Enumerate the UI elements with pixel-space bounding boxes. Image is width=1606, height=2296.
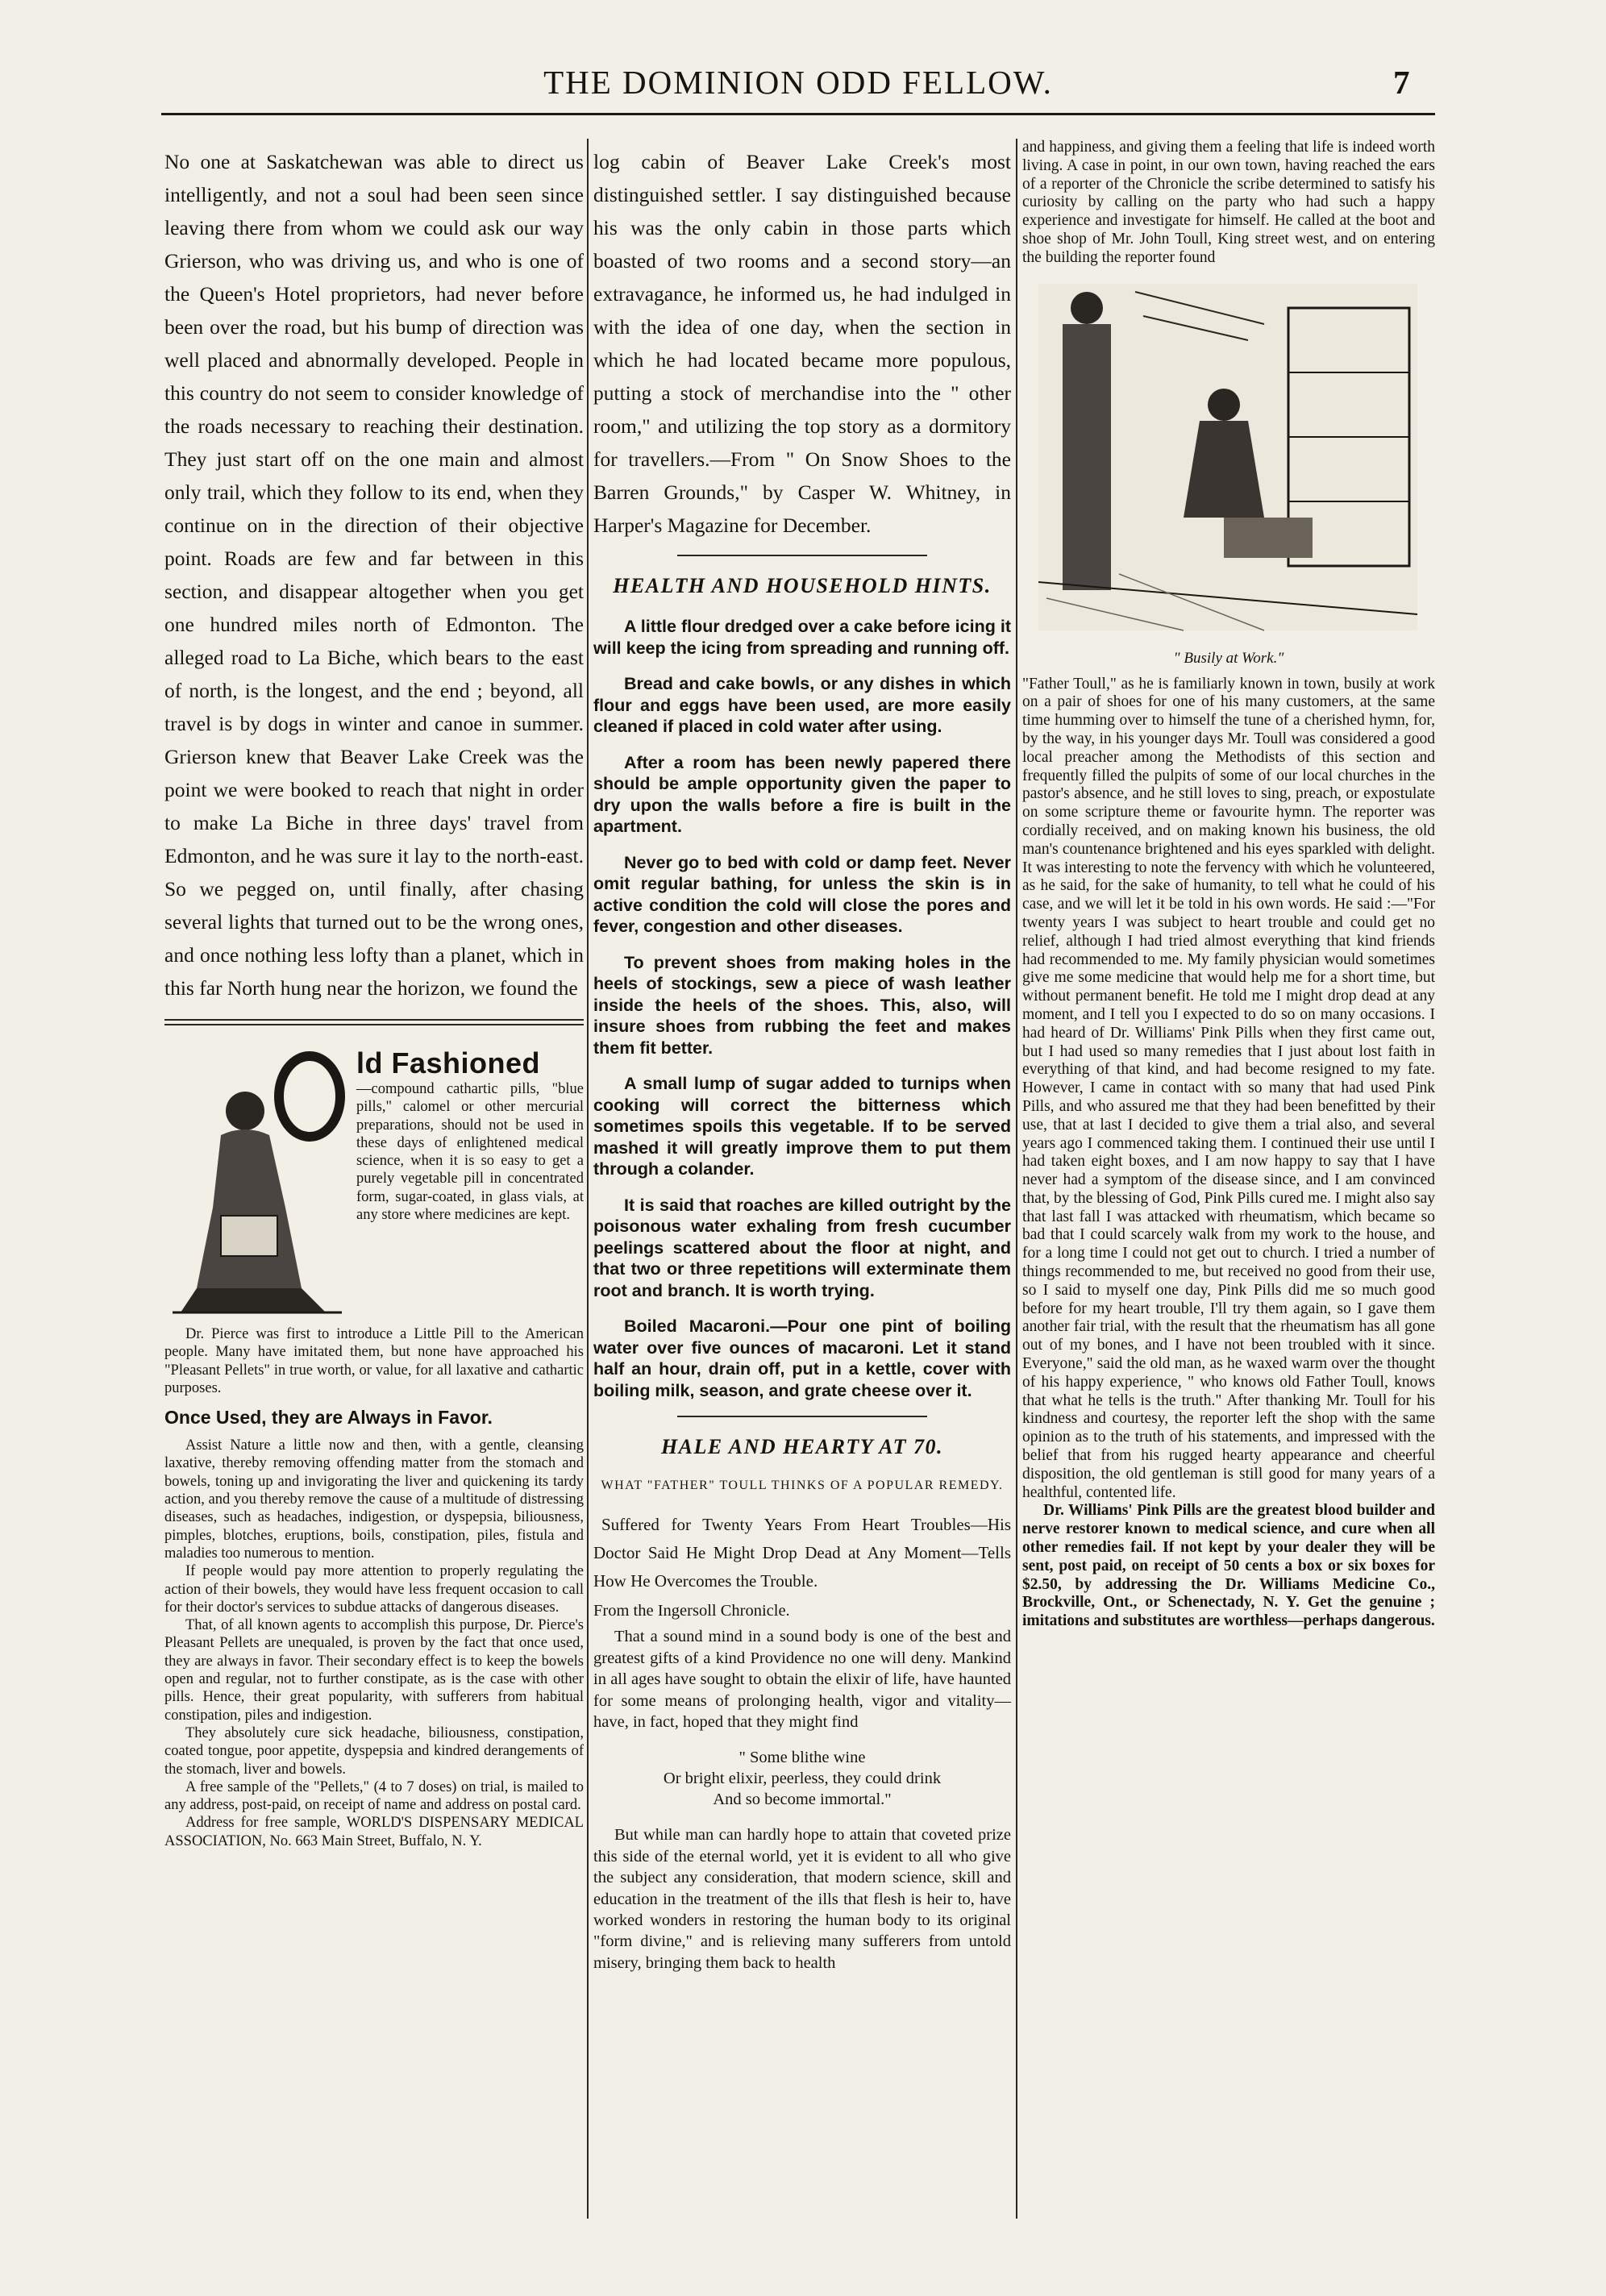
hint-item: A small lump of sugar added to turnips when cooking will correct the bitterness which sometimes spoils this vegetable. If to be served mashed it will greatly improve them to put them through a colander. (593, 1074, 1011, 1179)
household-hints-heading: HEALTH AND HOUSEHOLD HINTS. (613, 574, 992, 597)
ad-address: Address for free sample, WORLD'S DISPENSARY MEDICAL ASSOCIATION, No. 663 Main Street, Buffalo, N. Y. (164, 1815, 584, 1849)
ad-border (164, 1019, 584, 1025)
header-rule (161, 113, 1435, 115)
ad-paragraph: If people would pay more attention to properly regulating the action of their bowels, they would have less frequent occasion to call for their doctor's services to subdue attacks of dangerous diseases. (164, 1563, 584, 1616)
shoemaker-at-work-in-shop-icon (1022, 276, 1435, 647)
column-two (593, 145, 1011, 1974)
travel-story-start: No one at Saskatchewan was able to direct us intelligently, and not a soul had been seen since leaving there from whom we could ask our way Grierson, who was driving us, and who is one of the Queen's Hotel proprietors, had never before been over the road, but his bump of direction was well placed and abnormally developed. People in this country do not seem to consider knowledge of the roads necessary to reaching their destination. They just start off on the one main and almost only trail, which they follow to its end, when they continue on in the direction of their objective point. Roads are few and far between in this section, and disappear altogether when you get one hundred miles north of Edmonton. The alleged road to La Biche, which bears to the east of north, is the longest, and the end ; beyond, all travel is by dogs in winter and canoe in summer. Grierson knew that Beaver Lake Creek was the point we were booked to reach that night in order to make La Biche in three days' travel from Edmonton, and he was sure it lay to the north-east. So we pegged on, until finally, after chasing several lights that turned out to be the wrong ones, and once nothing less lofty than a planet, which in this far North hung near the horizon, we found the (164, 150, 584, 1000)
seated-woman-in-large-letter-O-icon (164, 1046, 350, 1321)
column-three (1022, 139, 1435, 1631)
article-paragraph: But while man can hardly hope to attain that coveted prize this side of the eternal world, yet it is evident to all who give the subject any consideration, that modern science, skill and education in the treatment of the ills that flesh is heir to, have worked wonders in restoring the human body to its original "form divine," and is relieving many sufferers from untold misery, bringing them back to health (593, 1826, 1011, 1972)
ad-title: ld Fashioned (356, 1046, 541, 1079)
ad-paragraph: That, of all known agents to accomplish this purpose, Dr. Pierce's Pleasant Pellets are unequaled, is proven by the fact that once used, they are always in favor. Their secondary effect is to keep the bowels open and regular, not to further constipate, as is the case with other pills. Hence, their great popularity, with sufferers from habitual constipation, piles and indigestion. (164, 1617, 584, 1724)
article-paragraph: That a sound mind in a sound body is one of the best and greatest gifts of a kind Providence no one will deny. Mankind in all ages have sought to obtain the elixir of life, have haunted for some means of prolonging health, vigor and vitality—have, in fact, hoped that they might find (593, 1628, 1011, 1732)
hint-item: Never go to bed with cold or damp feet. Never omit regular bathing, for unless the skin is in active condition the cold will close the pores and fever, congestion and other diseases. (593, 852, 1011, 936)
hint-item: Bread and cake bowls, or any dishes in which flour and eggs have been used, are more easily cleaned if placed in cold water after using. (593, 674, 1011, 736)
section-separator (677, 555, 928, 556)
column-divider-left (587, 139, 589, 2219)
page-number: 7 (1393, 64, 1410, 101)
hint-item: It is said that roaches are killed outright by the poisonous water exhaling from fresh cucumber peelings scattered about the floor at night, and that two or three repetitions will exterminate them root and branch. It is worth trying. (593, 1195, 1011, 1300)
illustration-caption: " Busily at Work." (1173, 649, 1284, 667)
article-subheading: WHAT "FATHER" TOULL THINKS OF A POPULAR REMEDY. (601, 1479, 1004, 1492)
ad-paragraph: A free sample of the "Pellets," (4 to 7 doses) on trial, is mailed to any address, post-paid, on receipt of name and address on postal card. (164, 1778, 584, 1814)
pierce-pellets-advertisement (164, 1046, 584, 1850)
travel-story-end: log cabin of Beaver Lake Creek's most distinguished settler. I say distinguished because his was the only cabin in those parts which boasted of two rooms and a second story—an extravagance, he informed us, he had indulged in with the idea of one day, when the section in which he had located became more populous, putting a stock of merchandise into the " other room," and utilizing the top story as a dormitory for travellers.—From " On Snow Shoes to the Barren Grounds," by Casper W. Whitney, in Harper's Magazine for December. (593, 150, 1011, 537)
hint-item: Boiled Macaroni.—Pour one pint of boiling water over five ounces of macaroni. Let it stand half an hour, drain off, put in a kettle, cover with boiling milk, season, and grate cheese over it. (593, 1316, 1011, 1400)
pink-pills-advertisement: Dr. Williams' Pink Pills are the greatest blood builder and nerve restorer known to medical science, and cure when all other remedies fail. If not kept by your dealer they will be sent, post paid, on receipt of 50 cents a box or six boxes for $2.50, by addressing the Dr. Williams Medicine Co., Brockville, Ont., or Schenectady, N. Y. Get the genuine ; imitations and substitutes are worthless—perhaps dangerous. (1022, 1502, 1435, 1630)
verse-line: " Some blithe wine (739, 1749, 866, 1767)
section-separator (677, 1416, 928, 1417)
verse-quote (593, 1747, 1011, 1810)
hint-item: A little flour dredged over a cake before icing it will keep the icing from spreading and running off. (593, 617, 1011, 658)
hint-item: To prevent shoes from making holes in the heels of stockings, sew a piece of wash leather inside the heels of the shoes. This, also, will insure shoes from rubbing the feet and makes them fit better. (593, 952, 1011, 1058)
hale-and-hearty-heading: HALE AND HEARTY AT 70. (660, 1435, 944, 1458)
column-one (164, 145, 584, 1850)
ad-paragraph: They absolutely cure sick headache, biliousness, constipation, coated tongue, poor appetite, dyspepsia and kindred derangements of the stomach, liver and bowels. (164, 1724, 584, 1778)
masthead-title: THE DOMINION ODD FELLOW. (543, 64, 1053, 101)
ad-subheading: Once Used, they are Always in Favor. (164, 1407, 493, 1429)
article-continuation: and happiness, and giving them a feeling that life is indeed worth living. A case in point, in our own town, having reached the ears of a reporter of the Chronicle the scribe determined to satisfy his curiosity by calling on the party who had such a happy experience and investigate for himself. He called at the boot and shoe shop of Mr. John Toull, King street west, and on entering the building the reporter found (1022, 139, 1435, 266)
article-body: "Father Toull," as he is familiarly known in town, busily at work on a pair of shoes for one of his many customers, at the same time humming over to himself the tune of a cherished hymn, for, by the way, in his younger days Mr. Toull was considered a good local preacher among the Methodists of this section and frequently filled the pulpits of some of our local churches in the pastor's absence, and he still loves to sing, preach, or expostulate on some scripture theme or favourite hymn. The reporter was cordially received, and on making known his business, the old man's countenance brightened and his eyes sparkled with delight. It was interesting to note the fervency with which he volunteered, as he said, for the sake of humanity, to tell what he could of his case, and we will let it be told in his own words. He said :—"For twenty years I was subject to heart trouble and could get no relief, although I had tried almost everything that kind friends had recommended to me. My family physician would sometimes give me some medicine that would help me for a short time, but without permanent benefit. He told me I might drop dead at any moment, and I tell you I expected to do so on many occasions. I had heard of Dr. Williams' Pink Pills when they first came out, but I had used so many remedies that I just about lost faith in everything of that kind, and had become resigned to my fate. However, I came in contact with so many that had used Pink Pills, and who assured me that they had been benefitted by their use, that at last I decided to give them a trial also, and several years ago I commenced taking them. I continued their use until I had taken eight boxes, and I am now happy to say that I have never had a symptom of the disease since, and I am convinced that, by the blessing of God, Pink Pills cured me. I might also say that last fall I was attacked with rheumatism, which became so bad that I could scarcely walk from my work to the house, and for a long time I could not get out to church. I tried a number of things recommended to me, but received no good from their use, so I said to myself one day, Pink Pills did me so much good before for my heart trouble, I'll try them again, so I gave them another fair trial, with the result that the rheumatism has all gone out of my bones, and I have not been troubled with it since. Everyone," said the old man, as he waxed warm over the thought of his happy experience, " who knows old Father Toull, knows that what he tells is the truth." After thanking Mr. Toull for his kindness and courtesy, the reporter left the shop with the same opinion as to the truth of his statements, and impressed with the belief that from his rugged hearty appearance and cheerful disposition, the old gentleman is still good for many years of a healthful, contented life. (1022, 675, 1435, 1501)
article-deck: Suffered for Twenty Years From Heart Troubles—His Doctor Said He Might Drop Dead at Any Moment—Tells How He Overcomes the Trouble. (593, 1515, 1011, 1591)
ad-intro-continued: Dr. Pierce was first to introduce a Little Pill to the American people. Many have imitated them, but none have approached his "Pleasant Pellets" in true worth, or value, for all laxative and cathartic purposes. (164, 1326, 584, 1396)
verse-line: Or bright elixir, peerless, they could drink (663, 1770, 942, 1788)
ad-paragraph: Assist Nature a little now and then, with a gentle, cleansing laxative, thereby removing offending matter from the stomach and bowels, toning up and invigorating the liver and quickening its tardy action, and you thereby remove the cause of a multitude of distressing diseases, such as headaches, indigestion, or dyspepsia, biliousness, pimples, blotches, eruptions, boils, constipation, piles, fistula and maladies too numerous to mention. (164, 1437, 584, 1562)
column-divider-right (1016, 139, 1017, 2219)
verse-line: And so become immortal." (713, 1791, 892, 1809)
article-source: From the Ingersoll Chronicle. (593, 1602, 790, 1620)
hint-item: After a room has been newly papered there should be ample opportunity given the paper to dry upon the walls before a fire is built in the apartment. (593, 752, 1011, 836)
ad-intro: —compound cathartic pills, "blue pills," calomel or other mercurial preparations, should not be used in these days of enlightened medical science, when it is so easy to get a purely vegetable pill in concentrated form, sugar-coated, in glass vials, at any store where medicines are kept. (356, 1081, 584, 1224)
